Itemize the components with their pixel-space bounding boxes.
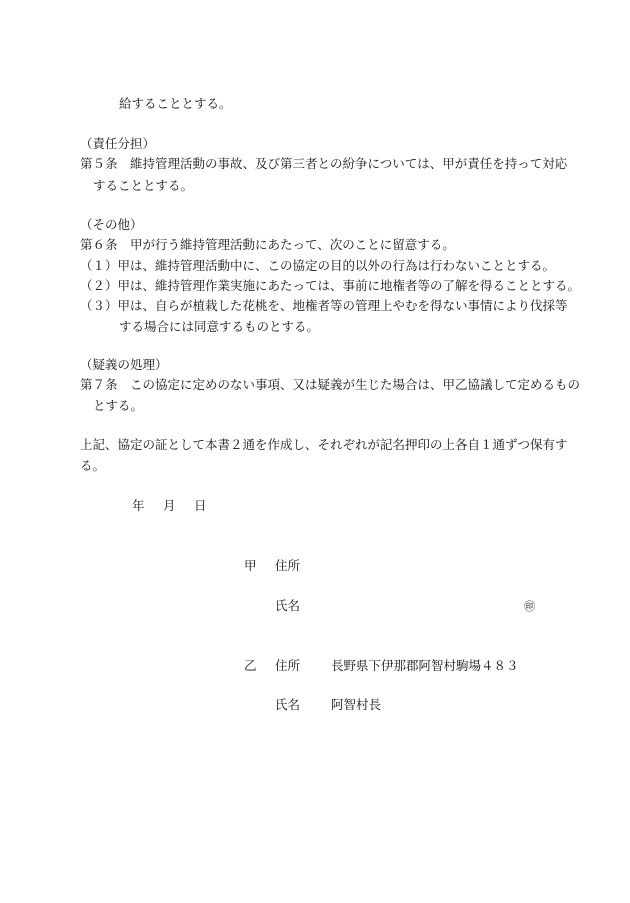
party-b-name-value: 阿智村長 — [331, 697, 382, 712]
seal-mark: ㊞ — [524, 600, 535, 613]
article7-heading: （疑義の処理） — [80, 357, 168, 372]
date-day: 日 — [194, 498, 207, 513]
date-year: 年 — [132, 498, 145, 513]
article7-line2: とする。 — [93, 398, 144, 413]
article6-line1: 第６条 甲が行う維持管理活動にあたって、次のことに留意する。 — [80, 237, 455, 252]
article5-line2: することとする。 — [93, 178, 194, 193]
date-month: 月 — [163, 498, 176, 513]
article7-line1: 第７条 この協定に定めのない事項、又は疑義が生じた場合は、甲乙協議して定めるもの — [80, 377, 581, 392]
article6-item1: （１）甲は、維持管理活動中に、この協定の目的以外の行為は行わないこととする。 — [80, 258, 556, 273]
article5-line1: 第５条 維持管理活動の事故、及び第三者との紛争については、甲が責任を持って対応 — [80, 156, 568, 171]
party-b-address-label: 住所 — [275, 658, 301, 673]
article6-item3: （３）甲は、自らが植栽した花桃を、地権者等の管理上やむを得ない事情により伐採等 — [80, 298, 568, 313]
continuation-text: 給することとする。 — [119, 96, 232, 111]
article6-item3-cont: する場合には同意するものとする。 — [119, 319, 320, 334]
article5-heading: （責任分担） — [80, 136, 156, 151]
party-b-address-value: 長野県下伊那郡阿智村駒場４８３ — [331, 658, 519, 673]
party-a-name-label: 氏名 — [275, 598, 301, 613]
party-a-label: 甲 — [244, 558, 257, 573]
party-b-name-label: 氏名 — [275, 697, 301, 712]
article6-item2: （２）甲は、維持管理作業実施にあたっては、事前に地権者等の了解を得ることとする。 — [80, 278, 581, 293]
closing-line2: る。 — [80, 458, 106, 473]
party-a-address-label: 住所 — [275, 558, 301, 573]
party-b-label: 乙 — [244, 658, 257, 673]
article6-heading: （その他） — [80, 217, 143, 232]
closing-line1: 上記、協定の証として本書２通を作成し、それぞれが記名押印の上各自１通ずつ保有す — [80, 437, 568, 452]
